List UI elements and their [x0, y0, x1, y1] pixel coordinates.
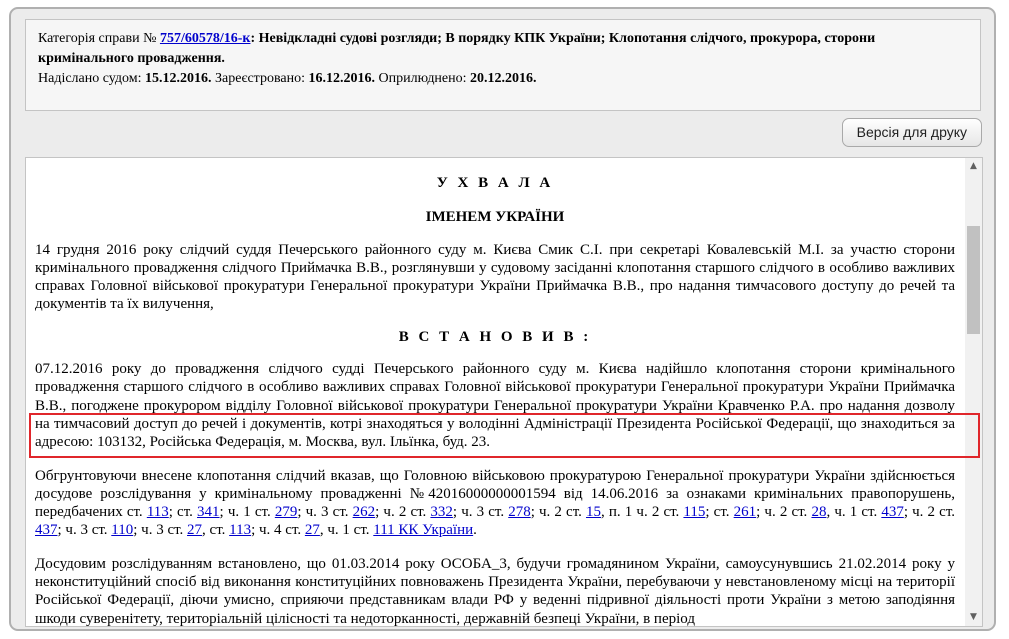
text-run: ; ч. 3 ст.: [297, 504, 353, 521]
category-prefix: Категорія справи №: [38, 31, 160, 46]
case-colon: :: [250, 31, 256, 46]
text-run: , ч. 1 ст.: [826, 504, 882, 521]
document-title: У Х В А Л А: [436, 175, 554, 191]
law-link-437-b[interactable]: 437: [35, 522, 58, 539]
text-run: ; ч. 1 ст.: [219, 504, 275, 521]
paragraph-petition: 07.12.2016 року до провадження слідчого судді Печерського районного суду м. Києва надійшло клопотання сторони кримінального провадження старшого слідчого в особливо важливих справах Головної військової прокуратури Генеральної прокуратури України Приймачка В.В., погоджене прокурором відділу Головної військової прокуратури Генеральної прокуратури України Кравченко Р.А. про надання дозволу на тимчасовий доступ до речей і документів, котрі знаходяться у володінні Адміністрації Президента Російської Федерації, що знаходиться за адресою: 103132, Російська Федерація, м. Москва, вул. Ільїнка, буд. 23.: [35, 361, 955, 451]
law-link-341[interactable]: 341: [197, 504, 220, 521]
text-run: ; ч. 3 ст.: [133, 522, 188, 539]
law-link-262[interactable]: 262: [352, 504, 376, 521]
registered-date: 16.12.2016.: [308, 71, 375, 86]
text-run: , ст.: [202, 522, 230, 539]
text-run: Обгрунтовуючи внесене клопотання слідчий вказав, що Головною військовою прокуратурою Генеральної прокуратури України здійснюється досудове розслідування у кримінальному провадженні №42016000000001594 від 14.06.2016 за ознаками кримінальних правопорушень, передбачених ст.: [35, 467, 955, 521]
vertical-scrollbar[interactable]: [965, 158, 982, 626]
law-link-15[interactable]: 15: [586, 504, 602, 521]
text-run: , п. 1 ч. 2 ст.: [601, 504, 684, 521]
sent-date: 15.12.2016.: [145, 71, 212, 86]
law-link-437[interactable]: 437: [881, 504, 904, 521]
case-number-link[interactable]: 757/60578/16-к: [159, 31, 251, 46]
text-run: ; ст.: [705, 504, 734, 521]
scroll-down-icon[interactable]: ▼: [970, 612, 977, 622]
text-run: ; ч. 2 ст.: [530, 504, 587, 521]
scroll-up-icon[interactable]: ▲: [970, 161, 977, 171]
law-link-110[interactable]: 110: [111, 522, 134, 539]
document-content: [35, 158, 955, 627]
category-text: Невідкладні судові розгляди; В порядку КПК України; Клопотання слідчого, прокурора, сторони кримінального провадження.: [38, 31, 876, 66]
law-link-113-b[interactable]: 113: [229, 522, 252, 539]
law-link-279[interactable]: 279: [274, 504, 298, 521]
case-category-line: [38, 29, 970, 69]
law-link-28[interactable]: 28: [811, 504, 827, 521]
text-run: ; ч. 3 ст.: [452, 504, 509, 521]
registered-label: Зареєстровано:: [211, 71, 309, 86]
intro-paragraph: 14 грудня 2016 року слідчий суддя Печерського районного суду м. Києва Смик С.І. при секретарі Ковалевській М.І. за участю сторони кримінального провадження слідчого Приймачка В.В., розглянувши у судовому засіданні клопотання старшого слідчого в особливо важливих справах Головної військової прокуратури Генеральної прокуратури України Приймачка В.В., про надання тимчасового доступу до речей та документів та їх вилучення,: [35, 241, 955, 313]
text-run: .: [473, 522, 477, 539]
sent-label: Надіслано судом:: [38, 71, 145, 86]
text-run: ; ч. 2 ст.: [375, 504, 431, 521]
document-subtitle: ІМЕНЕМ УКРАЇНИ: [425, 209, 565, 226]
text-run: ; ч. 2 ст.: [756, 504, 812, 521]
text-run: , ч. 1 ст.: [319, 522, 374, 539]
case-dates-line: [38, 69, 970, 89]
text-run: ; ч. 3 ст.: [57, 522, 112, 539]
scrollbar-thumb[interactable]: [967, 226, 980, 334]
established-heading: В С Т А Н О В И В :: [398, 328, 592, 345]
text-run: ; ч. 2 ст.: [903, 504, 955, 521]
published-label: Оприлюднено:: [374, 71, 471, 86]
document-frame[interactable]: [25, 157, 983, 627]
law-link-113[interactable]: 113: [146, 504, 169, 521]
case-info-header: [25, 19, 981, 111]
law-link-261[interactable]: 261: [733, 504, 757, 521]
text-run: ; ст.: [168, 504, 198, 521]
text-run: ; ч. 4 ст.: [251, 522, 305, 539]
law-link-111[interactable]: 111 КК України: [373, 522, 474, 539]
law-link-278[interactable]: 278: [508, 504, 531, 521]
case-card: [9, 7, 996, 631]
paragraph-grounds: [35, 467, 955, 540]
law-link-27-b[interactable]: 27: [304, 522, 320, 539]
published-date: 20.12.2016.: [470, 71, 537, 86]
print-version-button[interactable]: Версія для друку: [842, 118, 982, 147]
law-link-332[interactable]: 332: [430, 504, 453, 521]
paragraph-investigation: Досудовим розслідуванням встановлено, що 01.03.2014 року ОСОБА_3, будучи громадянином України, самоусунувшись 21.02.2014 року у неконституційний спосіб від виконання конституційних повноважень Президента України, перебуваючи у невстановленому місці на території Російської Федерації, діючи умисно, сприяючи представникам влади РФ у веденні підривної діяльності проти України з метою заподіяння шкоди суверенітету, територіальній цілісності та недоторканності, державній безпеці України, в період: [35, 555, 955, 627]
law-link-27[interactable]: 27: [187, 522, 203, 539]
law-link-115[interactable]: 115: [683, 504, 706, 521]
